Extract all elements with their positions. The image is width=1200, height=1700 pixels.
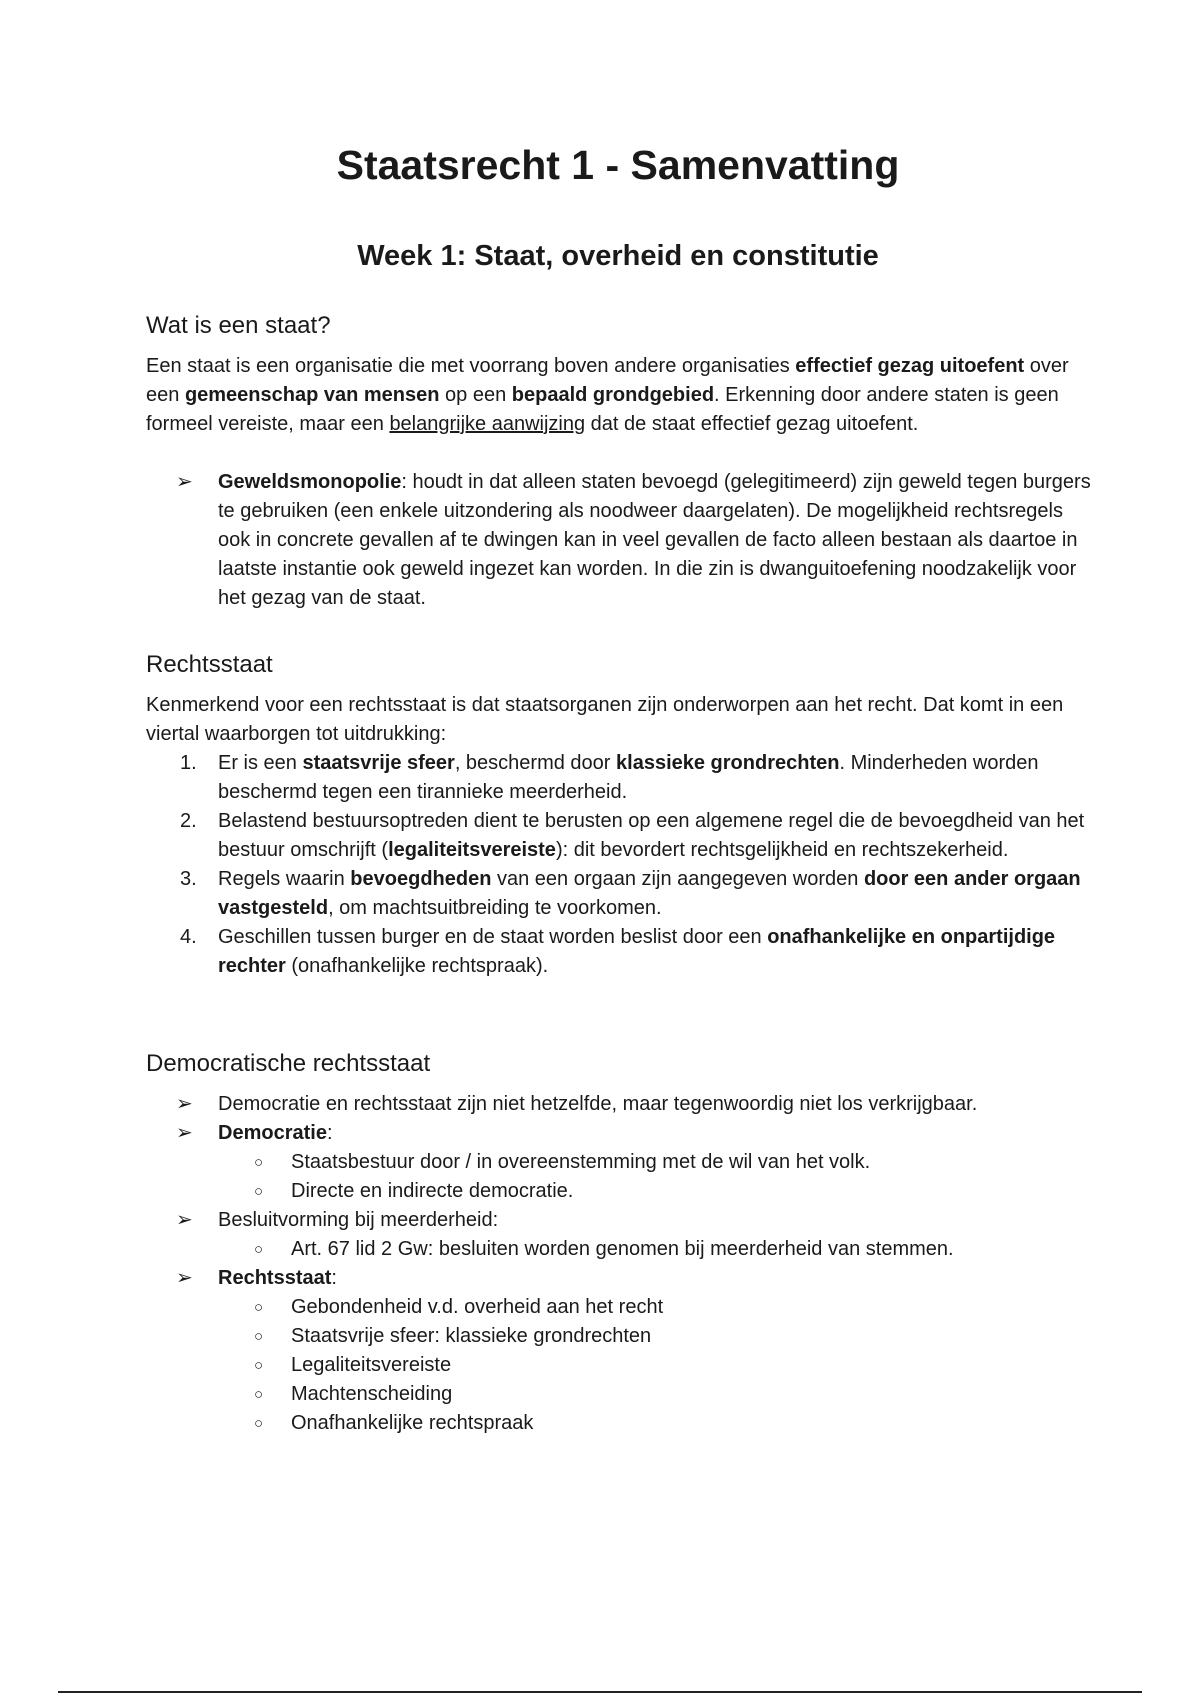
circle-bullet-icon: ○: [254, 1154, 264, 1171]
circle-bullet-icon: ○: [254, 1386, 264, 1403]
circle-bullet-icon: ○: [254, 1357, 264, 1374]
list-item: ○ Staatsvrije sfeer: klassieke grondrechten: [0, 1322, 1200, 1351]
bullet-list-democratie: [0, 1090, 1200, 1438]
list-item: ○ Machtenscheiding: [0, 1380, 1200, 1409]
section-heading-staat: Wat is een staat?: [146, 312, 331, 339]
document-title: Staatsrecht 1 - Samenvatting: [336, 142, 900, 188]
section-heading-democratische-rechtsstaat: Democratische rechtsstaat: [146, 1050, 431, 1077]
circle-bullet-icon: ○: [254, 1415, 264, 1432]
arrow-bullet-icon: ➢: [176, 1122, 193, 1144]
list-item: ○ Gebondenheid v.d. overheid aan het recht: [0, 1293, 1200, 1322]
list-item: ○ Staatsbestuur door / in overeenstemming met de wil van het volk.: [0, 1148, 1200, 1177]
arrow-bullet-icon: ➢: [176, 1267, 193, 1289]
section-heading-rechtsstaat: Rechtsstaat: [146, 651, 273, 678]
list-item: ➢ Geweldsmonopolie: houdt in dat alleen staten bevoegd (gelegitimeerd) zijn geweld tegen burgers te gebruiken (een enkele uitzondering als noodweer daargelaten). De mogelijkheid rechtsregels ook in concrete gevallen af te dwingen kan in veel gevallen de facto alleen bestaan als daartoe in laatste instantie ook geweld ingezet kan worden. In die zin is dwanguitoefening noodzakelijk voor het gezag van de staat.: [0, 468, 1200, 613]
paragraph-rechtsstaat-intro: Kenmerkend voor een rechtsstaat is dat staatsorganen zijn onderworpen aan het recht. Dat komt in een viertal waarborgen tot uitdrukking:: [146, 694, 1064, 745]
paragraph-staat-definitie: Een staat is een organisatie die met voorrang boven andere organisaties effectief gezag uitoefent over een gemeenschap van mensen op een bepaald grondgebied. Erkenning door andere staten is geen formeel vereiste, maar een belangrijke aanwijzing dat de staat effectief gezag uitoefent.: [146, 355, 1069, 435]
arrow-bullet-icon: ➢: [176, 1093, 193, 1115]
arrow-bullet-icon: ➢: [176, 1209, 193, 1231]
bullet-list-staat: [0, 468, 1200, 613]
arrow-bullet-icon: ➢: [176, 471, 193, 493]
list-item: ○ Onafhankelijke rechtspraak: [0, 1409, 1200, 1438]
list-item: ➢ Democratie:: [0, 1119, 1200, 1148]
list-item: 2. Belastend bestuursoptreden dient te berusten op een algemene regel die de bevoegdheid van het bestuur omschrijft (legaliteitsvereiste): dit bevordert rechtsgelijkheid en rechtszekerheid.: [180, 810, 1085, 861]
list-item: ➢ Democratie en rechtsstaat zijn niet hetzelfde, maar tegenwoordig niet los verkrijgbaar.: [0, 1090, 1200, 1119]
list-item: ➢ Rechtsstaat:: [0, 1264, 1200, 1293]
list-item: ○ Art. 67 lid 2 Gw: besluiten worden genomen bij meerderheid van stemmen.: [0, 1235, 1200, 1264]
page-bottom-divider: [58, 1691, 1142, 1693]
list-item: ➢ Besluitvorming bij meerderheid:: [0, 1206, 1200, 1235]
numbered-list-waarborgen: [0, 749, 1200, 981]
circle-bullet-icon: ○: [254, 1183, 264, 1200]
document-subtitle: Week 1: Staat, overheid en constitutie: [357, 240, 879, 272]
circle-bullet-icon: ○: [254, 1299, 264, 1316]
list-item: ○ Directe en indirecte democratie.: [0, 1177, 1200, 1206]
list-item: ○ Legaliteitsvereiste: [0, 1351, 1200, 1380]
list-item: 3. Regels waarin bevoegdheden van een orgaan zijn aangegeven worden door een ander orgaan vastgesteld, om machtsuitbreiding te voorkomen.: [180, 868, 1081, 919]
circle-bullet-icon: ○: [254, 1328, 264, 1345]
list-item: 4. Geschillen tussen burger en de staat worden beslist door een onafhankelijke en onpartijdige rechter (onafhankelijke rechtspraak).: [180, 926, 1056, 977]
list-item: 1. Er is een staatsvrije sfeer, beschermd door klassieke grondrechten. Minderheden worden beschermd tegen een tirannieke meerderheid.: [180, 752, 1039, 803]
circle-bullet-icon: ○: [254, 1241, 264, 1258]
